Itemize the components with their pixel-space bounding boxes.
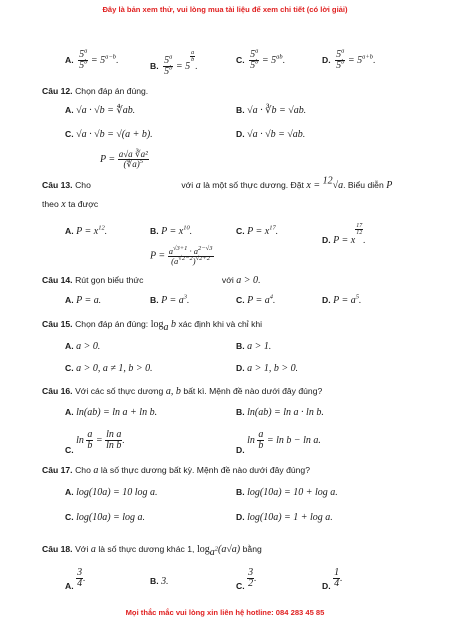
q18-option-d[interactable]: D. $\frac{1}{4}$ .	[322, 567, 343, 591]
q13-option-d[interactable]: D. P = x $\frac{17}{12}$ .	[322, 223, 366, 246]
q18-option-c[interactable]: C. $\frac{3}{2}$ .	[236, 567, 257, 591]
q16-option-c[interactable]: C. ln $\frac{a}{b}$ = $\frac{\text{ln a}}{\text{ln b}}$ .	[65, 429, 125, 455]
q16-stem: Câu 16. Với các số thực dương a, b bất kì. Mệnh đề nào dưới đây đúng?	[42, 386, 323, 397]
q13-formula: P = $\frac{\text{a√a ∛a²}}{(∜a)^5}$	[100, 149, 148, 169]
q15-option-a[interactable]: A. a > 0.	[65, 341, 101, 352]
q17-option-b[interactable]: B. log(10a) = 10 + log a.	[236, 487, 338, 498]
q17-option-c[interactable]: C. log(10a) = log a.	[65, 512, 145, 523]
q11-d-fraction: $\frac{5^a}{5^b}$	[336, 47, 345, 71]
q14-formula: P = $\frac{a^{√3+1} \cdot a^{2-√3}}{(a^{√2-2})^{√2+2}}$	[150, 245, 213, 266]
hotline-footer: Mọi thắc mắc vui lòng xin liên hệ hotline: 084 283 45 85	[125, 608, 325, 617]
q14-option-c[interactable]: C. $P = a^4$.	[236, 293, 276, 306]
q16-option-b[interactable]: B. ln(ab) = ln a · ln b.	[236, 407, 324, 418]
q11-option-a[interactable]: A. $\frac{5^a}{5^b}$ = $5^{a-b}$.	[65, 47, 119, 71]
q17-stem: Câu 17. Cho a là số thực dương bất kỳ. Mệnh đề nào dưới đây đúng?	[42, 465, 310, 476]
q11-b-fraction: $\frac{5^a}{5^b}$	[164, 53, 173, 78]
q15-option-d[interactable]: D. a > 1, b > 0.	[236, 363, 298, 374]
q13-option-a[interactable]: A. $P = x^{12}$.	[65, 224, 107, 237]
q17-option-a[interactable]: A. log(10a) = 10 log a.	[65, 487, 158, 498]
q14-option-b[interactable]: B. $P = a^3$.	[150, 293, 190, 306]
q16-option-a[interactable]: A. ln(ab) = ln a + ln b.	[65, 407, 158, 418]
question-number: Câu 12.	[42, 86, 73, 96]
q14-option-a[interactable]: A. P = a.	[65, 295, 102, 306]
q13-option-c[interactable]: C. $P = x^{17}$.	[236, 224, 278, 237]
q14-option-d[interactable]: D. $P = a^5$.	[322, 293, 362, 306]
q13-option-b[interactable]: B. $P = x^{10}$.	[150, 224, 192, 237]
q13-stem-line2: theo x ta được	[42, 199, 99, 210]
q17-option-d[interactable]: D. log(10a) = 1 + log a.	[236, 512, 333, 523]
option-label: A.	[65, 54, 74, 65]
q18-option-b[interactable]: B. 3.	[150, 576, 169, 587]
q12-option-b[interactable]: B. √a · ∛b = √ab.	[236, 105, 306, 116]
q12-option-a[interactable]: A. √a · √b = ∜ab.	[65, 105, 135, 116]
q15-stem: Câu 15. Chọn đáp án đúng: $\log_a b$ xác định khi và chỉ khi	[42, 319, 263, 333]
q14-stem: Câu 14. Rút gọn biểu thức với a > 0.	[42, 275, 261, 286]
q18-option-a[interactable]: A. $\frac{3}{4}$ .	[65, 567, 86, 591]
q15-option-c[interactable]: C. a > 0, a ≠ 1, b > 0.	[65, 363, 153, 374]
q12-option-c[interactable]: C. √a · √b = √(a + b).	[65, 129, 153, 140]
question-text: Chọn đáp án đúng.	[75, 86, 149, 96]
q11-option-b[interactable]: B. $\frac{5^a}{5^b}$ = 5 $\frac{a}{b}$ .	[150, 50, 198, 78]
q15-option-b[interactable]: B. a > 1.	[236, 341, 272, 352]
q18-stem: Câu 18. Với a là số thực dương khác 1, $\log_{a^2}(a√a)$ bằng	[42, 544, 262, 558]
preview-banner: Đây là bản xem thử, vui lòng mua tài liệu để xem chi tiết (có lời giải)	[102, 5, 348, 14]
q11-option-d[interactable]: D. $\frac{5^a}{5^b}$ = $5^{a+b}$.	[322, 47, 376, 71]
q11-a-fraction: $\frac{5^a}{5^b}$	[79, 47, 88, 71]
q11-c-fraction: $\frac{5^a}{5^b}$	[250, 47, 259, 71]
q16-option-d[interactable]: D. ln $\frac{a}{b}$ = ln b − ln a.	[236, 429, 321, 455]
q12-stem	[42, 87, 148, 97]
q13-stem: Câu 13. Cho với a là một số thực dương. Đặt x = $^{12}$√a. Biểu diễn P	[42, 175, 393, 191]
q11-option-c[interactable]: C. $\frac{5^a}{5^b}$ = $5^{ab}$.	[236, 47, 285, 71]
q12-option-d[interactable]: D. √a · √b = √ab.	[236, 129, 306, 140]
